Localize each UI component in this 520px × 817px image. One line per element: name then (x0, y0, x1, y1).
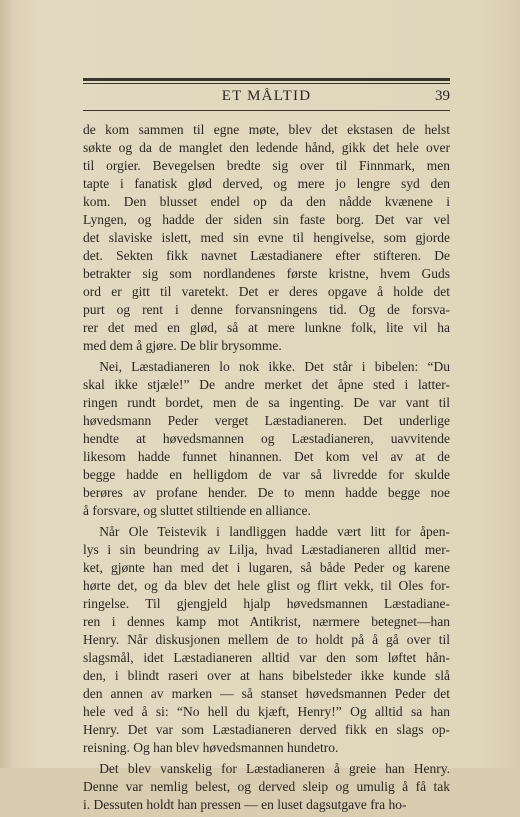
page-number: 39 (435, 88, 450, 104)
text-line: ord er gitt til varetekt. Det er deres opgave å holde det (83, 284, 450, 299)
text-line: begge hadde en helligdom de var så livredde for skulde (83, 467, 450, 482)
text-line: Lyngen, og hadde der siden sin faste borg. Det var vel (83, 212, 450, 227)
text-line: kom. Den blusset endel op da den nådde kvænene i (83, 194, 450, 209)
text-line: hørte det, og da blev det hele glist og flirt vekk, til Oles for- (83, 578, 450, 593)
text-line: berøres av profane hender. De to menn hadde begge noe (83, 485, 450, 500)
text-line: til orgier. Bevegelsen bredte sig over til Finnmark, men (83, 158, 450, 173)
text-line: Henry. Når diskusjonen mellem de to holdt på å gå over til (83, 632, 450, 647)
paragraph (83, 760, 450, 814)
text-line: høvedsmann Peder verget Læstadianeren. Det underlige (83, 413, 450, 428)
text-line: reisning. Og han blev høvedsmannen hundetro. (83, 740, 339, 755)
header-rule-bottom (83, 110, 450, 111)
text-line: Når Ole Teistevik i landliggen hadde vært litt for åpen- (99, 524, 450, 539)
text-line: hele ved å si: “No hell du kjæft, Henry!” Og alltid sa han (83, 704, 450, 719)
text-line: Henry. Det var som Læstadianeren derved fikk en slags op- (83, 722, 450, 737)
text-line: med dem å gjøre. De blir brysomme. (83, 338, 282, 353)
paragraph (83, 523, 450, 757)
body-text (83, 121, 450, 817)
text-line: slagsmål, idet Læstadianeren alltid var den som løftet hån- (83, 650, 450, 665)
text-line: rer det med en glød, så at mere lunkne folk, lite vil ha (83, 320, 450, 335)
text-line: ringen rundt bordet, men de sa ingenting. De var vant til (83, 395, 450, 410)
text-line: den, i blindt raseri over at hans bibelsteder ikke kunde slå (83, 668, 450, 683)
text-line: å forsvare, og sluttet stiltiende en alliance. (83, 503, 311, 518)
text-line: ket, gjønte han med det i lugaren, så både Peder og karene (83, 560, 450, 575)
text-line: purt og rent i denne forvansningens tid. Og de forsva- (83, 302, 450, 317)
text-line: det slaviske islett, med sin evne til hengivelse, som gjorde (83, 230, 450, 245)
text-line: tapte i fanatisk glød derved, og mere jo lengre syd den (83, 176, 450, 191)
text-line: Denne var nemlig belest, og derved sleip og umulig å få tak (83, 779, 450, 794)
paragraph (83, 358, 450, 520)
text-line: Nei, Læstadianeren lo nok ikke. Det står i bibelen: “Du (99, 359, 450, 374)
text-line: søkte og da de manglet den ledende hånd, gikk det hele over (83, 140, 450, 155)
text-line: ringelse. Til gjengjeld hjalp høvedsmannen Læstadiane- (83, 596, 450, 611)
text-line: Det blev vanskelig for Læstadianeren å greie han Henry. (99, 761, 450, 776)
text-line: de kom sammen til egne møte, blev det ekstasen de helst (83, 122, 450, 137)
running-header-title: ET MÅLTID (221, 88, 312, 104)
text-line: den annen av marken — så stanset høvedsmannen Peder det (83, 686, 450, 701)
text-line: i. Dessuten holdt han pressen — en luset dagsutgave fra ho- (83, 797, 407, 812)
paragraph (83, 121, 450, 355)
text-line: hendte at høvedsmannen og Læstadianeren, uavvitende (83, 431, 450, 446)
header-rule-top (83, 78, 450, 81)
text-line: skal ikke stjæle!” De andre merket det åpne sted i latter- (83, 377, 450, 392)
text-line: det. Sekten fikk navnet Læstadianere efter stifteren. De (83, 248, 450, 263)
text-line: betrakter sig som nordlandenes første kristne, hvem Guds (83, 266, 450, 281)
header-rule-top-thin (83, 83, 450, 84)
text-line: ren i dennes kamp mot Antikrist, nærmere betegnet—han (83, 614, 450, 629)
text-line: lys i sin beundring av Lilja, hvad Læstadianeren alltid mer- (83, 542, 450, 557)
text-line: likesom hadde funnet hinannen. Det kom vel av at de (83, 449, 450, 464)
